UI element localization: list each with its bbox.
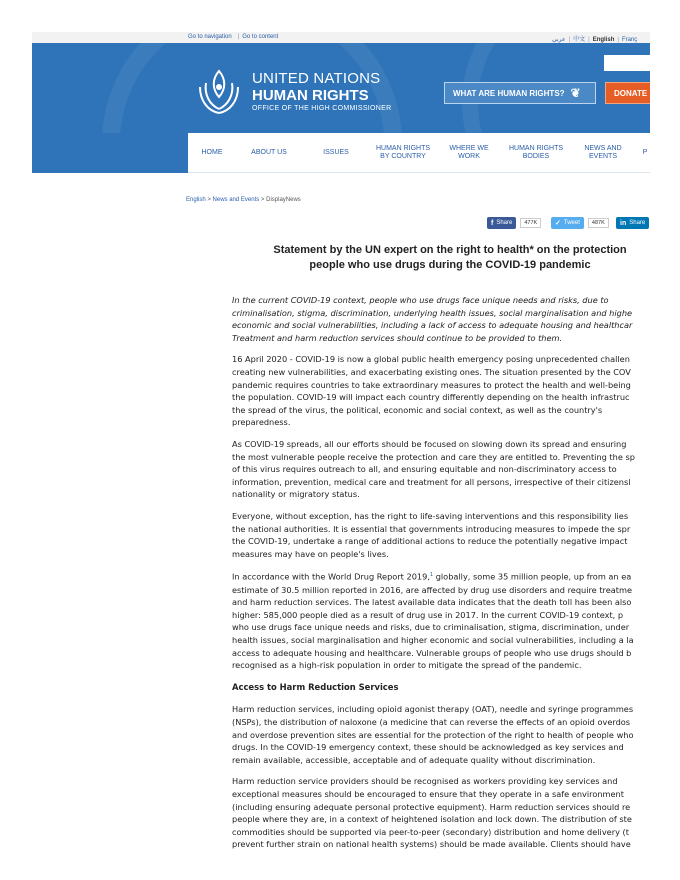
article-paragraph: Harm reduction services, including opioid agonist therapy (OAT), needle and syringe programmes (NSPs), the distribution of naloxone (a medicine that can reverse the effects of an opioid overdos and overdose prevention sites are essential for the protection of the right to health of people who drugs. In the COVID-19 emergency context, these should be acknowledged as key services and remain available, accessible, acceptable and of adequate quality without discrimination. [232, 704, 634, 765]
twitter-share-group [551, 217, 609, 229]
language-switcher: عربي | 中文 | English | Franç [552, 37, 638, 43]
twitter-icon: ✓ [555, 220, 561, 227]
nav-item-news-events[interactable]: NEWS AND EVENTS [584, 145, 622, 160]
article-paragraph: Everyone, without exception, has the right to life-saving interventions and this responsibility lies the national authorities. It is essential that governments introducing measures to impede the spr the COVID-19, undertake a range of additional actions to reduce the potentially negative impact measures may have on people's lives. [232, 510, 631, 559]
lang-english[interactable]: English [592, 37, 615, 43]
viewport-edge [650, 0, 680, 880]
logo-line-ohchr: OFFICE OF THE HIGH COMMISSIONER [252, 105, 392, 112]
article-paragraph: As COVID-19 spreads, all our efforts should be focused on slowing down its spread and ensuring the most vulnerable people receive the protection and care they are entitled to. Preventing the sp of this virus requires outreach to all, and ensuring equitable and non-discriminatory access to information, prevention, medical care and treatment for all persons, irrespective of their citizensl nationality or migratory status. [232, 438, 635, 500]
un-human-rights-logo-icon[interactable] [192, 63, 246, 117]
nav-item-about-us[interactable]: ABOUT US [251, 149, 287, 156]
lang-chinese[interactable]: 中文 [573, 37, 586, 43]
article-intro: In the current COVID-19 context, people who use drugs face unique needs and risks, due to criminalisation, stigma, discrimination, underlying health issues, social marginalisation and highe economic and social vulnerabilities, including a lack of access to adequate housing and healthcar Treatment and harm reduction services should continue to be provided to them. [232, 295, 633, 343]
nav-item-where-we-work[interactable]: WHERE WE WORK [449, 145, 489, 160]
skip-to-navigation-link[interactable]: Go to navigation [188, 34, 232, 40]
what-are-human-rights-button[interactable] [444, 82, 596, 104]
article-paragraph: 16 April 2020 - COVID-19 is now a global public health emergency posing unprecedented challen creating new vulnerabilities, and exacerbating existing ones. The situation presented by the COV pandemic requires countries to take extraordinary measures to protect the health and well-being the population. COVID-19 will impact each country differently depending on the health infrastruc the spread of the virus, the political, economic and social context, as well as the country's preparedness. [232, 354, 631, 428]
nav-item-bodies[interactable]: HUMAN RIGHTS BODIES [508, 145, 564, 160]
twitter-share-count: 487K [588, 218, 609, 228]
linkedin-share-group [616, 217, 649, 229]
linkedin-share-button[interactable]: in Share [616, 217, 649, 229]
facebook-share-button[interactable]: f Share [487, 217, 516, 229]
skip-to-content-link[interactable]: Go to content [242, 34, 279, 40]
logo-line-united-nations: UNITED NATIONS [252, 70, 381, 87]
donate-button[interactable]: DONATE [605, 82, 650, 104]
facebook-share-group [487, 217, 541, 229]
lang-french[interactable]: Franç [621, 37, 638, 43]
facebook-share-count: 477K [520, 218, 541, 228]
dove-icon: ❦ [570, 86, 581, 100]
nav-item-issues[interactable]: ISSUES [323, 149, 349, 156]
nav-item-more[interactable]: P [642, 149, 648, 156]
what-are-human-rights-label: WHAT ARE HUMAN RIGHTS? [453, 88, 565, 98]
section-heading: Access to Harm Reduction Services [232, 681, 399, 692]
masthead [32, 43, 650, 133]
breadcrumb-english[interactable]: English [186, 197, 206, 203]
main-navigation [188, 133, 650, 173]
linkedin-icon: in [620, 219, 627, 227]
article-paragraph: Harm reduction service providers should be recognised as workers providing key services and exceptional measures should be encouraged to ensure that they operate in a safe environment (including ensuring adequate personal protective equipment). Harm reduction services should re people where they are, in a context of heightened isolation and lock down. The distribution of ste commodities should be supported via peer-to-peer (secondary) distribution and home delivery (t prevent further strain on national health systems) should be made available. Clients should have [232, 776, 632, 850]
nav-item-by-country[interactable]: HUMAN RIGHTS BY COUNTRY [375, 145, 431, 160]
breadcrumb: English > News and Events > DisplayNews [186, 197, 301, 203]
logo-wordmark[interactable] [252, 71, 391, 112]
utility-bar [32, 32, 650, 43]
search-input[interactable] [604, 55, 650, 71]
skip-links: Go to navigation | Go to content [188, 34, 279, 40]
nav-item-home[interactable]: HOME [201, 149, 223, 156]
page-title: Statement by the UN expert on the right to health* on the protection people who use drugs during the COVID-19 pandemic [273, 244, 627, 271]
logo-line-human-rights: HUMAN RIGHTS [252, 87, 369, 104]
breadcrumb-news-events[interactable]: News and Events [212, 197, 260, 203]
article-paragraph: In accordance with the World Drug Report 2019,$^1$ globally, some 35 million people, up from an ea estimate of 30.5 million reported in 2016, are affected by drug use disorders and require treatme and harm reduction services. The latest available data indicates that the death toll has been also higher: 585,000 people died as a result of drug use in 2017. In the current COVID-19 context, p who use drugs face unique needs and risks, due to criminalisation, stigma, discrimination, under health issues, social marginalisation and higher economic and social vulnerabilities, including a la access to adequate housing and healthcare. Vulnerable groups of people who use drugs should b recognised as a high-risk population in order to mitigate the spread of the pandemic. [232, 572, 634, 671]
facebook-icon: f [491, 219, 494, 227]
article-body [232, 294, 680, 860]
breadcrumb-current: DisplayNews [266, 197, 301, 203]
lang-arabic[interactable]: عربي [552, 37, 566, 43]
footnote-link[interactable]: 1 [429, 572, 434, 579]
twitter-share-button[interactable]: ✓ Tweet [551, 217, 584, 229]
